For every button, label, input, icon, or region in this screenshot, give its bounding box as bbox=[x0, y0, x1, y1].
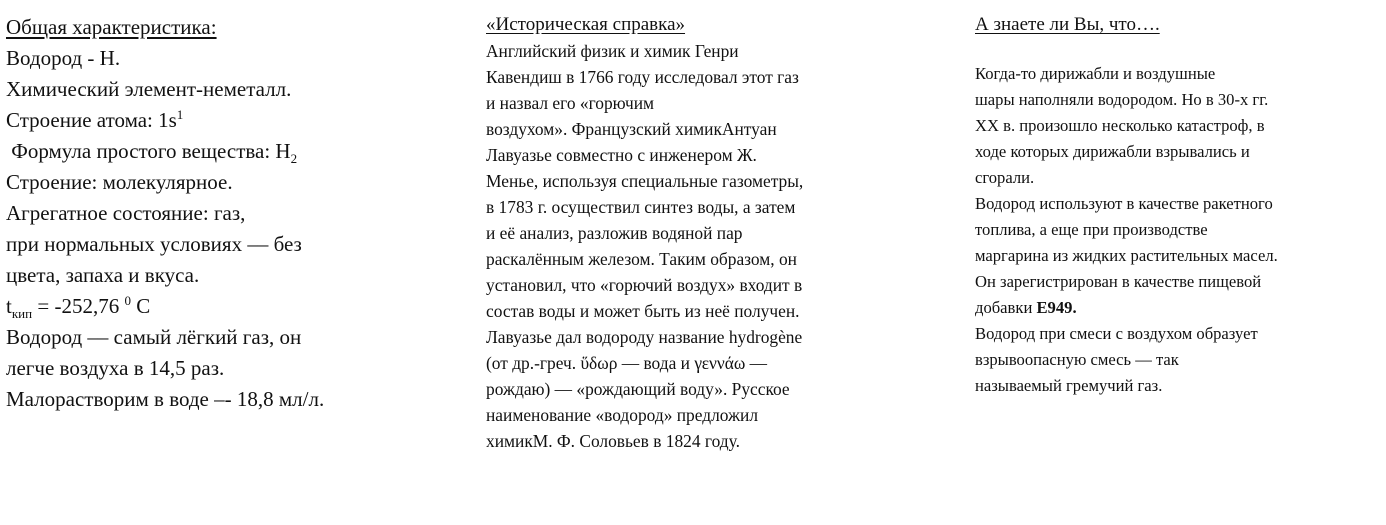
history-line: Лавуазье совместно с инженером Ж. bbox=[486, 145, 757, 165]
structure-line: Строение: молекулярное. bbox=[6, 170, 233, 194]
did-you-know-heading: А знаете ли Вы, что…. bbox=[975, 14, 1160, 35]
fact-line: маргарина из жидких растительных масел. bbox=[975, 246, 1278, 265]
food-additive-text: добавки bbox=[975, 298, 1037, 317]
fact-line: ходе которых дирижабли взрывались и bbox=[975, 142, 1250, 161]
history-line: Лавуазье дал водороду название hydrogène bbox=[486, 327, 803, 347]
history-line: Английский физик и химик Генри bbox=[486, 41, 739, 61]
history-line: воздухом». Французский химикАнтуан bbox=[486, 119, 777, 139]
boiling-point-value: = -252,76 bbox=[32, 294, 125, 318]
fact-line: шары наполняли водородом. Но в 30-х гг. bbox=[975, 90, 1269, 109]
history-line: в 1783 г. осуществил синтез воды, а затем bbox=[486, 197, 796, 217]
history-line: и её анализ, разложив водяной пар bbox=[486, 223, 743, 243]
general-characteristics-section bbox=[6, 12, 446, 415]
formula-subscript: 2 bbox=[290, 151, 298, 167]
fact-line: Водород при смеси с воздухом образует bbox=[975, 324, 1258, 343]
fact-line: взрывоопасную смесь — так bbox=[975, 350, 1179, 369]
atom-structure-text: Строение атома: 1s bbox=[6, 108, 177, 132]
history-line: рождаю) — «рождающий воду». Русское bbox=[486, 379, 790, 399]
general-characteristics-heading: Общая характеристика: bbox=[6, 15, 217, 39]
atom-structure-line bbox=[6, 105, 446, 136]
color-smell-taste-line: цвета, запаха и вкуса. bbox=[6, 263, 200, 287]
history-line: и назвал его «горючим bbox=[486, 93, 655, 113]
fact-line: Водород используют в качестве ракетного bbox=[975, 194, 1273, 213]
history-line: установил, что «горючий воздух» входит в bbox=[486, 275, 803, 295]
history-line: (от др.-греч. ὕδωρ — вода и γεννάω — bbox=[486, 353, 768, 373]
boiling-point-t: t bbox=[6, 294, 12, 318]
history-line: Кавендиш в 1766 году исследовал этот газ bbox=[486, 67, 799, 87]
food-additive-code: E949. bbox=[1036, 298, 1077, 317]
fact-line: Когда-то дирижабли и воздушные bbox=[975, 64, 1216, 83]
boiling-point-line bbox=[6, 291, 446, 322]
fact-line: Он зарегистрирован в качестве пищевой bbox=[975, 272, 1262, 291]
history-line: химикМ. Ф. Соловьев в 1824 году. bbox=[486, 431, 740, 451]
fact-line: топлива, а еще при производстве bbox=[975, 220, 1208, 239]
historical-reference-section bbox=[486, 12, 926, 454]
atom-structure-superscript: 1 bbox=[176, 107, 184, 122]
fact-line: XX в. произошло несколько катастроф, в bbox=[975, 116, 1265, 135]
normal-conditions-line: при нормальных условиях –– без bbox=[6, 232, 302, 256]
fact-line: сгорали. bbox=[975, 168, 1035, 187]
food-additive-line bbox=[975, 295, 1385, 321]
boiling-point-subscript: кип bbox=[11, 306, 33, 322]
history-line: наименование «водород» предложил bbox=[486, 405, 759, 425]
simple-substance-formula-text: Формула простого вещества: Н bbox=[11, 139, 291, 163]
aggregate-state-line: Агрегатное состояние: газ, bbox=[6, 201, 246, 225]
lightest-gas-line: Водород –– самый лёгкий газ, он bbox=[6, 325, 302, 349]
degree-superscript: 0 bbox=[124, 293, 131, 308]
history-line: раскалённым железом. Таким образом, он bbox=[486, 249, 797, 269]
simple-substance-formula-line bbox=[6, 136, 446, 167]
element-type-line: Химический элемент-неметалл. bbox=[6, 77, 292, 101]
history-line: состав воды и может быть из неё получен. bbox=[486, 301, 800, 321]
boiling-point-unit: С bbox=[130, 294, 151, 318]
did-you-know-section bbox=[975, 12, 1385, 399]
fact-line: называемый гремучий газ. bbox=[975, 376, 1163, 395]
solubility-line: Малорастворим в воде –- 18,8 мл/л. bbox=[6, 387, 325, 411]
element-symbol-line: Водород - Н. bbox=[6, 46, 121, 70]
lighter-than-air-line: легче воздуха в 14,5 раз. bbox=[6, 356, 225, 380]
historical-reference-heading: «Историческая справка» bbox=[486, 14, 686, 35]
history-line: Менье, используя специальные газометры, bbox=[486, 171, 804, 191]
